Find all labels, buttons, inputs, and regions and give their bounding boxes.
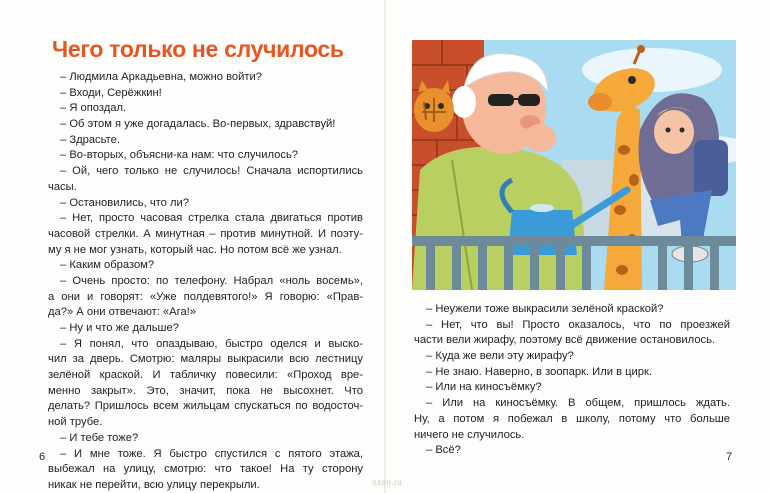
text-line: никак не перейти, всю улицу перекрыли.: [48, 478, 260, 491]
boy-face: [654, 110, 694, 154]
text-line: – Куда же вели эту жирафу?: [426, 350, 574, 363]
text-line: – Я опоздал.: [60, 102, 127, 115]
text-line: выбежал на улицу, смотрю: что такое! На ту сторону: [48, 463, 363, 476]
text-line: зелёной краской. И табличку повесили: «Проход вре-: [48, 369, 363, 382]
chapter-title: Чего только не случилось: [52, 36, 344, 62]
page-number-right: 7: [726, 451, 733, 463]
boy-backpack: [694, 140, 728, 196]
text-line: – Всё?: [426, 444, 461, 457]
text-line: – Или на киносъёмку?: [426, 381, 542, 394]
text-line: – Ну и что же дальше?: [60, 322, 179, 334]
text-line: – Неужели тоже выкрасили зелёной краской?: [426, 303, 664, 315]
text-line: – Не знаю. Наверно, в зоопарк. Или в цирк.: [426, 365, 653, 378]
text-line: часовой стрелки. А минутная – против минутной. И поэту-: [48, 227, 363, 240]
illustration-drawing: [412, 40, 736, 290]
text-line: – Каким образом?: [60, 259, 155, 272]
text-line: ной трубе.: [48, 416, 103, 429]
sunglasses: [488, 94, 514, 106]
text-line: му я не мог узнать, который час. Но потом всё же узнал.: [48, 243, 342, 256]
text-line: чил за дверь. Смотрю: маляры выкрасили всю лестницу: [48, 353, 363, 366]
text-line: – Во-вторых, объясни-ка нам: что случилось?: [60, 149, 299, 162]
right-page-text: [414, 302, 730, 459]
text-line: – Об этом я уже догадалась. Во-первых, здравствуй!: [60, 118, 336, 131]
text-line: – И тебе тоже?: [60, 431, 139, 444]
page-number-left: 6: [39, 451, 46, 463]
watermark: ozon.ru: [372, 478, 403, 487]
text-line: Ну, а потом я побежал в школу, потому что больше: [414, 412, 730, 425]
text-line: менно закрыт». Это, значит, пока не высохнет. Что: [48, 384, 363, 397]
text-line: часы.: [48, 180, 77, 193]
text-line: делать? Пришлось всем жильцам спускаться по водосточ-: [48, 400, 363, 413]
text-line: – Нет, что вы! Просто оказалось, что по проезжей: [426, 318, 730, 331]
text-line: – Остановились, что ли?: [60, 196, 190, 209]
text-line: – Людмила Аркадьевна, можно войти?: [60, 71, 262, 83]
text-line: – Очень просто: по телефону. Набрал «ноль восемь»,: [60, 274, 363, 287]
text-line: ничего не случилось.: [414, 428, 525, 441]
text-line: – Ой, чего только не случилось! Сначала испортились: [60, 165, 363, 178]
old-man-hand: [524, 124, 556, 152]
text-line: части вели жирафу, поэтому всё движение остановилось.: [414, 334, 716, 347]
watering-can: [508, 210, 577, 255]
text-line: а они и говорят: «Уже полдевятого!» Я говорю: «Прав-: [48, 290, 363, 303]
text-line: – Я понял, что опаздываю, быстро оделся и выско-: [60, 337, 363, 350]
text-line: – И мне тоже. Я быстро спустился с пятого этажа,: [60, 447, 363, 460]
left-page-text: [48, 70, 363, 493]
book-gutter: [384, 0, 386, 493]
text-line: – Входи, Серёжкин!: [60, 86, 162, 99]
text-line: – Нет, просто часовая стрелка стала двигаться против: [60, 212, 363, 225]
story-illustration: [412, 40, 736, 290]
text-line: – Или на киносъёмку. В общем, пришлось ждать.: [426, 397, 730, 410]
text-line: – Здрасьте.: [60, 133, 120, 146]
text-line: да?» А они отвечают: «Ага!»: [48, 306, 197, 319]
